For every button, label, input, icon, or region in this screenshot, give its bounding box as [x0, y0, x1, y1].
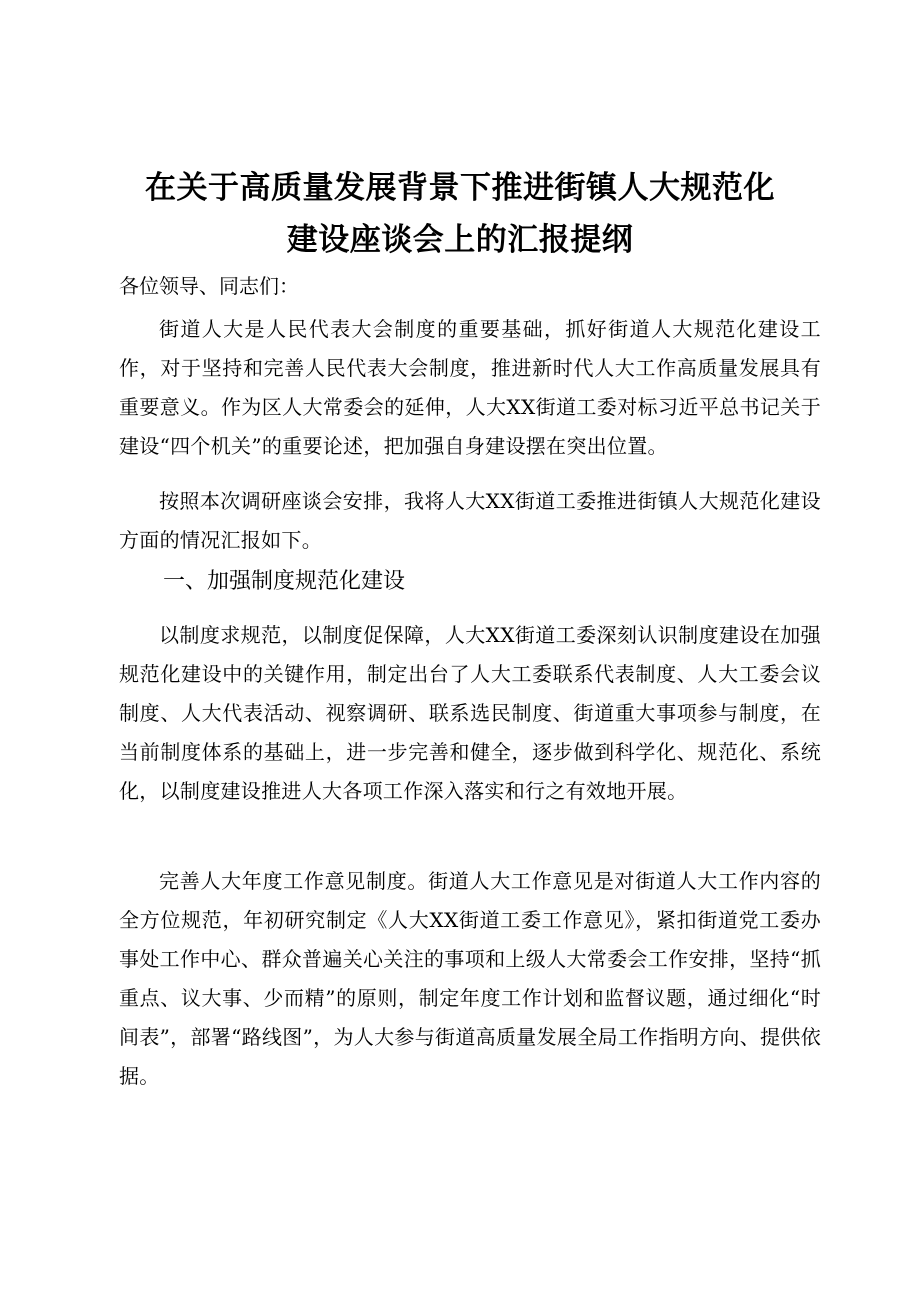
paragraph-section1-annual-opinion: 完善人大年度工作意见制度。街道人大工作意见是对街道人大工作内容的全方位规范，年初研究制定《人大XX街道工委工作意见》，紧扣街道党工委办事处工作中心、群众普遍关心关注的事项和上级人大常委会工作安排，坚持“抓重点、议大事、少而精”的原则，制定年度工作计划和监督议题，通过细化“时间表”，部署“路线图”，为人大参与街道高质量发展全局工作指明方向、提供依据。 [119, 869, 821, 1088]
salutation: 各位领导、同志们： [119, 274, 299, 298]
paragraph-intro: 街道人大是人民代表大会制度的重要基础，抓好街道人大规范化建设工作，对于坚持和完善人民代表大会制度，推进新时代人大工作高质量发展具有重要意义。作为区人大常委会的延伸，人大XX街道工委对标习近平总书记关于建设“四个机关”的重要论述，把加强自身建设摆在突出位置。 [119, 317, 821, 458]
section-heading-1: 一、加强制度规范化建设 [163, 569, 406, 594]
document-title-line-1: 在关于高质量发展背景下推进街镇人大规范化 [145, 170, 775, 206]
document-title-line-2: 建设座谈会上的汇报提纲 [286, 222, 634, 258]
paragraph-section1-body: 以制度求规范，以制度促保障，人大XX街道工委深刻认识制度建设在加强规范化建设中的关键作用，制定出台了人大工委联系代表制度、人大工委会议制度、人大代表活动、视察调研、联系选民制度、街道重大事项参与制度，在当前制度体系的基础上，进一步完善和健全，逐步做到科学化、规范化、系统化，以制度建设推进人大各项工作深入落实和行之有效地开展。 [119, 623, 821, 803]
paragraph-arrangement: 按照本次调研座谈会安排，我将人大XX街道工委推进街镇人大规范化建设方面的情况汇报如下。 [119, 489, 821, 552]
